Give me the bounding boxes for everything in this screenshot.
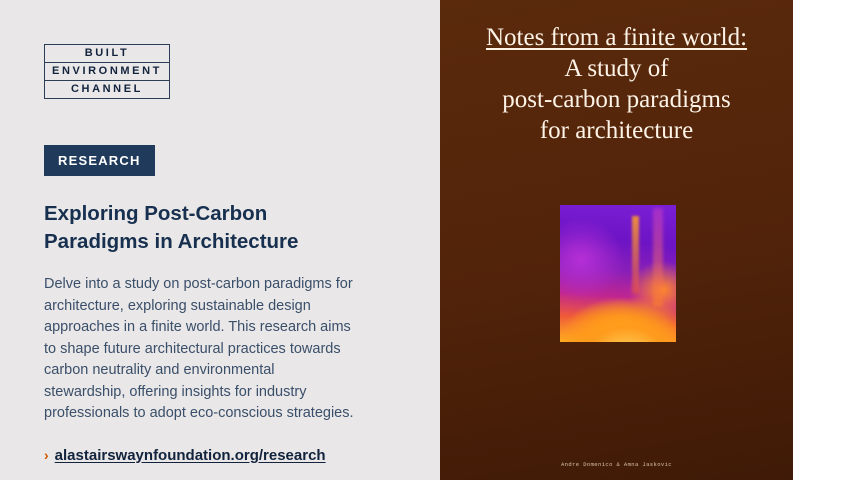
poster-right-margin xyxy=(793,0,853,480)
poster-title xyxy=(458,22,775,146)
thermal-streak-right xyxy=(653,208,663,307)
thermal-image xyxy=(560,205,676,342)
poster-title-line-1: Notes from a finite world: xyxy=(485,24,748,51)
poster-title-line-4: for architecture xyxy=(539,117,694,144)
brand-logo-line-3: CHANNEL xyxy=(44,81,170,99)
category-badge: RESEARCH xyxy=(44,145,155,176)
page-title: Exploring Post-Carbon Paradigms in Architecture xyxy=(44,202,299,253)
thermal-image-gradient xyxy=(560,205,676,342)
brand-logo xyxy=(44,44,170,99)
poster-credit: Andre Domenico & Amna Jaskovic xyxy=(560,461,673,468)
brand-logo-line-2: ENVIRONMENT xyxy=(44,63,170,81)
poster-title-line-2: A study of xyxy=(564,55,669,82)
research-link-label[interactable]: alastairswaynfoundation.org/research xyxy=(54,446,326,464)
poster xyxy=(440,0,793,480)
right-poster-panel xyxy=(440,0,853,480)
chevron-right-icon: › xyxy=(44,446,49,463)
thermal-streak-left xyxy=(632,216,639,293)
research-link[interactable] xyxy=(44,447,396,464)
thermal-hotspot xyxy=(560,298,676,342)
brand-logo-line-1: BUILT xyxy=(44,44,170,63)
poster-title-line-3: post-carbon paradigms xyxy=(502,86,731,113)
description-text: Delve into a study on post-carbon paradigms for architecture, exploring sustainable design approaches in a finite world. This research aims to shape future architectural practices towards carbon neutrality and environmental stewardship, offering insights for industry professionals to adopt eco-conscious strategies. xyxy=(44,276,354,421)
